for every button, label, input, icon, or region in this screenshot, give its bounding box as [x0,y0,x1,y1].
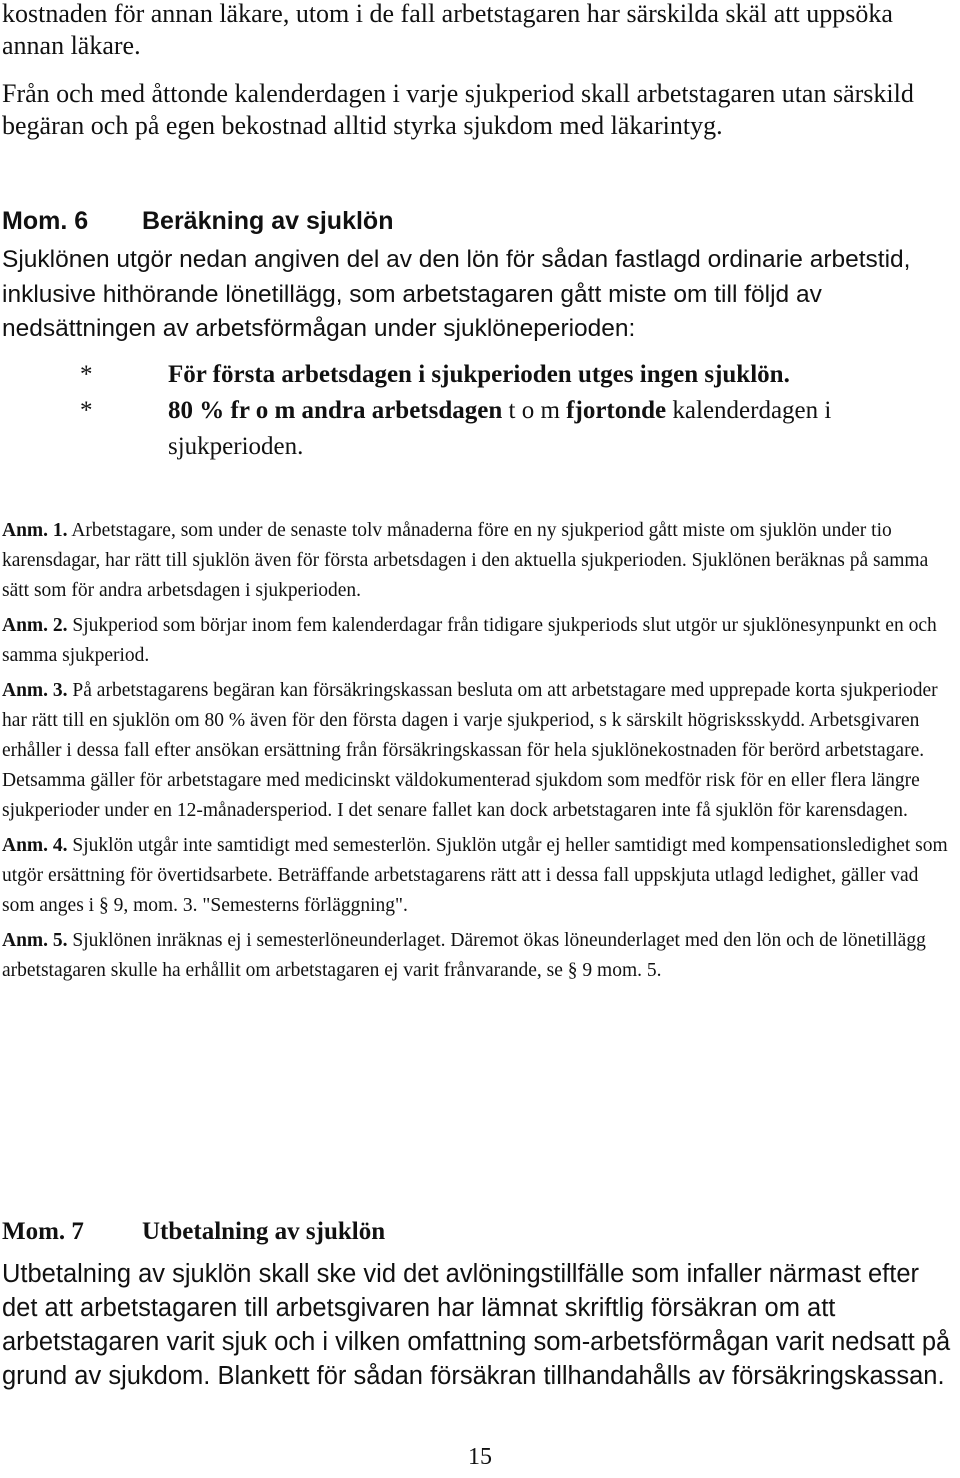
mom7-number: Mom. 7 [2,1218,84,1245]
note-text: På arbetstagarens begäran kan försäkringskassan besluta om att arbetstagare med upprepade korta sjukperioder har rätt till en sjuklön om 80 % även för den första dagen i varje sjukperiod, s k särskilt högrisksskydd. Arbetsgivaren erhåller i dessa fall efter ansökan ersättning från försäkringskassan för hela sjuklönekostnaden för berörd arbetstagare. Detsamma gäller för arbetstagare med medicinskt väldokumenterad sjukdom som medför risk för en eller flera längre sjukperioder under en 12-månadersperiod. I det senare fallet kan dock arbetstagaren inte få sjuklön för karensdagen. [2,680,938,821]
note-5 [2,926,952,986]
mom7-heading [2,1216,952,1248]
note-label: Anm. 2. [2,615,68,636]
mom6-heading [2,206,952,237]
note-2 [2,611,952,671]
mom7-body: Utbetalning av sjuklön skall ske vid det avlöningstillfälle som infaller närmast efter det att arbetstagaren till arbetsgivaren har lämnat skriftlig försäkran om att arbetstagaren varit sjuk och i vilken omfattning som-arbetsförmågan varit nedsatt på grund av sjukdom. Blankett för sådan försäkran tillhandahålls av försäkringskassan. [2,1260,951,1390]
bullet-item-2 [80,393,955,465]
bullet-marker: * [80,397,93,424]
bullet-marker: * [80,361,93,388]
mom6-number: Mom. 6 [2,207,89,235]
note-1 [2,516,952,606]
note-text: Sjuklönen inräknas ej i semesterlöneunderlaget. Däremot ökas löneunderlaget med den lön och de lönetillägg arbetstagaren skulle ha erhållit om arbetstagaren ej varit frånvarande, se § 9 mom. 5. [2,930,926,981]
bullet-text: t o m [502,397,567,424]
mom6-title: Beräkning av sjuklön [142,207,394,235]
note-4 [2,831,952,921]
note-3 [2,676,952,826]
note-text: Sjukperiod som börjar inom fem kalenderdagar från tidigare sjukperiods slut utgör ur sjuklönesynpunkt en och samma sjukperiod. [2,615,937,666]
mom6-body: Sjuklönen utgör nedan angiven del av den lön för sådan fastlagd ordinarie arbetstid, inklusive hithörande lönetillägg, som arbetstagaren gått miste om till följd av nedsättningen av arbetsförmågan under sjuklöneperioden: [2,246,911,342]
mom7-title: Utbetalning av sjuklön [142,1218,386,1245]
mom6-bullet-list [80,357,955,465]
intro-paragraph-2: Från och med åttonde kalenderdagen i varje sjukperiod skall arbetstagaren utan särskild begäran och på egen bekostnad alltid styrka sjukdom med läkarintyg. [2,79,914,140]
note-label: Anm. 5. [2,930,68,951]
note-label: Anm. 1. [2,520,68,541]
intro-section [2,0,952,158]
notes-section [2,516,952,991]
intro-paragraph-1: kostnaden för annan läkare, utom i de fall arbetstagaren har särskilda skäl att uppsöka annan läkare. [2,0,893,60]
note-label: Anm. 4. [2,835,68,856]
bullet-text: För första arbetsdagen i sjukperioden utges ingen sjuklön. [168,361,790,388]
note-text: Arbetstagare, som under de senaste tolv månaderna före en ny sjukperiod gått miste om sjuklön under tio karensdagar, har rätt till sjuklön även för första arbetsdagen i den aktuella sjukperioden. Sjuklönen beräknas på samma sätt som för andra arbetsdagen i sjukperioden. [2,520,929,601]
page-number: 15 [468,1444,492,1470]
bullet-bold-text: 80 % fr o m andra arbetsdagen [168,397,503,424]
note-label: Anm. 3. [2,680,68,701]
note-text: Sjuklön utgår inte samtidigt med semesterlön. Sjuklön utgår ej heller samtidigt med kompensationsledighet som utgör ersättning för övertidsarbete. Beträffande arbetstagarens rätt att i dessa fall uppskjuta utlagd ledighet, gäller vad som anges i § 9, mom. 3. "Semesterns förläggning". [2,835,948,916]
bullet-text-rest: kalenderdagen i sjukperioden. [168,397,832,460]
bullet-bold-text-2: fjortonde [566,397,667,424]
bullet-item-1 [80,357,955,393]
